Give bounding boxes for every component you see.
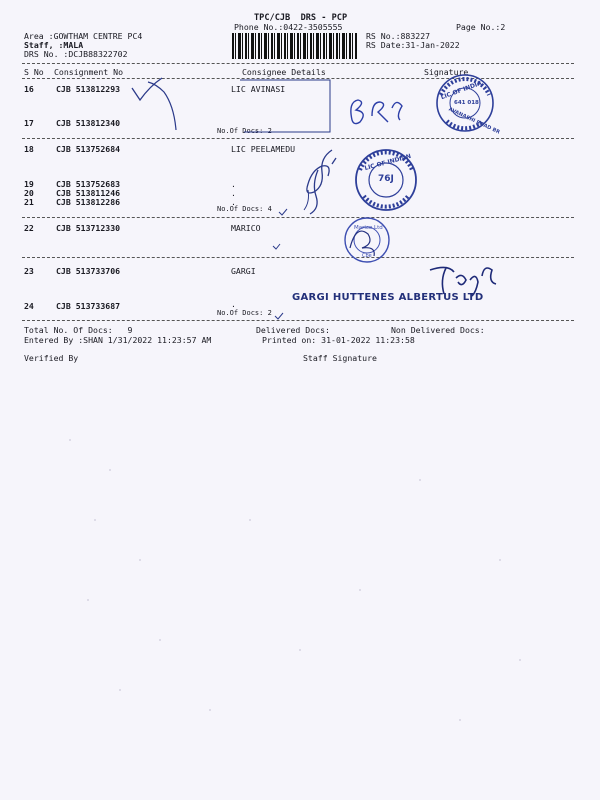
row-consignee: GARGI bbox=[231, 266, 256, 276]
staff-signature: Staff Signature bbox=[303, 353, 377, 363]
row-consignee: . bbox=[231, 197, 236, 207]
row-consignment: CJB 513752684 bbox=[56, 144, 121, 154]
row-sno: 21 bbox=[24, 197, 34, 207]
stamp-text: Marico Ltd bbox=[354, 225, 383, 231]
checkmark-icon bbox=[279, 209, 287, 215]
stamp-place: AVANASHI ROAD BR bbox=[447, 106, 501, 136]
row-consignee: LIC AVINASI bbox=[231, 84, 286, 94]
staff-field: Staff, :MALA bbox=[24, 40, 84, 50]
total-docs: Total No. Of Docs: 9 bbox=[24, 325, 133, 335]
verified-by: Verified By bbox=[24, 353, 79, 363]
non-delivered-docs: Non Delivered Docs: bbox=[391, 325, 485, 335]
row-consignment: CJB 513733706 bbox=[56, 266, 121, 276]
row-consignment: CJB 513812293 bbox=[56, 84, 121, 94]
stamp-text: LIC OF INDIA bbox=[439, 79, 483, 102]
row-consignee: . bbox=[231, 179, 236, 189]
row-consignee: MARICO bbox=[231, 223, 261, 233]
row-consignee: . bbox=[231, 299, 236, 309]
rs-date: RS Date:31-Jan-2022 bbox=[366, 40, 460, 50]
row-sno: 19 bbox=[24, 179, 34, 189]
page-number: Page No.:2 bbox=[456, 22, 506, 32]
col-consignee: Consignee Details bbox=[242, 67, 326, 77]
row-sno: 17 bbox=[24, 118, 34, 128]
drs-number: DRS No. :DCJB88322702 bbox=[24, 49, 128, 59]
docs-count: No.Of Docs: 2 bbox=[217, 309, 272, 317]
docs-count: No.Of Docs: 4 bbox=[217, 205, 272, 213]
phone-number: Phone No.:0422-3505555 bbox=[234, 22, 343, 32]
pen-stroke bbox=[240, 80, 330, 132]
row-consignment: CJB 513752683 bbox=[56, 179, 121, 189]
checkmark-icon bbox=[273, 244, 280, 249]
row-consignee: . bbox=[231, 188, 236, 198]
handwritten-signature bbox=[351, 100, 402, 124]
area-field: Area :GOWTHAM CENTRE PC4 bbox=[24, 31, 143, 41]
row-consignee: LIC PEELAMEDU bbox=[231, 144, 296, 154]
row-sno: 24 bbox=[24, 301, 34, 311]
stamp-code: 641 018 bbox=[454, 100, 479, 106]
company-stamp: GARGI HUTTENES ALBERTUS LTD bbox=[292, 292, 484, 303]
rs-number: RS No.:883227 bbox=[366, 31, 431, 41]
delivered-docs: Delivered Docs: bbox=[256, 325, 330, 335]
row-consignment: CJB 513812340 bbox=[56, 118, 121, 128]
entered-by: Entered By :SHAN 1/31/2022 11:23:57 AM bbox=[24, 335, 212, 345]
row-consignment: CJB 513733687 bbox=[56, 301, 121, 311]
row-consignment: CJB 513811246 bbox=[56, 188, 121, 198]
checkmark-icon bbox=[275, 313, 283, 319]
docs-count: No.Of Docs: 2 bbox=[217, 127, 272, 135]
stamp-text: LIC OF INDIAN bbox=[363, 152, 412, 173]
row-consignment: CJB 513812286 bbox=[56, 197, 121, 207]
document-title: TPC/CJB DRS - PCP bbox=[254, 13, 348, 23]
col-consignment: Consignment No bbox=[54, 67, 124, 77]
pen-stroke bbox=[148, 82, 176, 130]
row-sno: 16 bbox=[24, 84, 34, 94]
col-signature: Signature bbox=[424, 67, 469, 77]
row-sno: 20 bbox=[24, 188, 34, 198]
checkmark-icon bbox=[132, 78, 162, 100]
row-sno: 18 bbox=[24, 144, 34, 154]
printed-on: Printed on: 31-01-2022 11:23:58 bbox=[262, 335, 415, 345]
row-sno: 22 bbox=[24, 223, 34, 233]
col-sno: S No bbox=[24, 67, 44, 77]
stamp-place: Cbe bbox=[362, 253, 372, 259]
row-consignment: CJB 513712330 bbox=[56, 223, 121, 233]
handwritten-signature bbox=[307, 150, 336, 214]
row-sno: 23 bbox=[24, 266, 34, 276]
stamp-code: 76J bbox=[378, 174, 394, 184]
